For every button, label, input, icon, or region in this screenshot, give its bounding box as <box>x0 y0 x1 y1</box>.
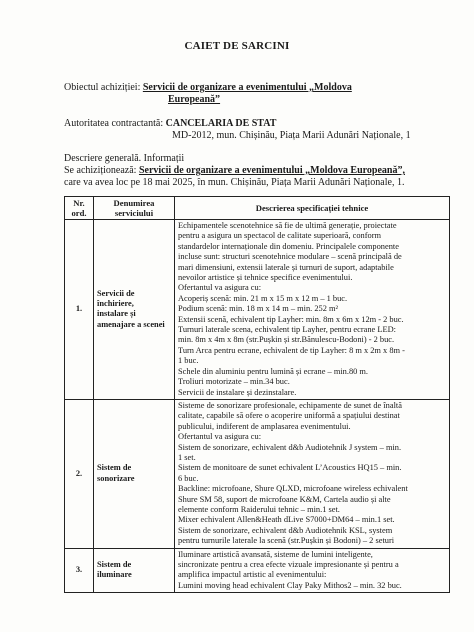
authority-address: MD-2012, mun. Chișinău, Piața Marii Adunări Naționale, 1 <box>172 130 411 141</box>
service-name: Servicii de închiriere, instalare și amenajare a scenei <box>94 220 175 400</box>
object-value-line1: Servicii de organizare a evenimentului „Moldova <box>142 82 352 93</box>
service-name: Sistem de iluminare <box>94 548 175 593</box>
table-header-row <box>65 197 450 220</box>
authority-label: Autoritatea contractantă: <box>64 118 164 129</box>
authority-name: CANCELARIA DE STAT <box>165 118 277 129</box>
row-number: 3. <box>65 548 94 593</box>
general-description-heading: Descriere generală. Informații <box>64 153 185 164</box>
object-label: Obiectul achiziției: <box>64 82 141 93</box>
row-number: 2. <box>65 399 94 548</box>
procurement-row <box>64 165 405 177</box>
service-specification: Iluminare artistică avansată, sisteme de lumini inteligente, sincronizate pentru a crea efecte vizuale impresionante și pentru a amplifica impactul artistic al evenimentului: Lumini moving head echivalent Clay Paky Mithos2 – min. 32 buc. <box>175 548 450 593</box>
service-name: Sistem de sonorizare <box>94 399 175 548</box>
col-header-specs: Descrierea specificației tehnice <box>175 197 450 220</box>
object-value-line2: Europeană” <box>168 94 221 105</box>
procurement-value: Servicii de organizare a evenimentului „Moldova Europeană”, <box>138 165 405 176</box>
table-row <box>65 399 450 548</box>
document-title: CAIET DE SARCINI <box>184 40 290 52</box>
table-row <box>65 220 450 400</box>
procurement-label: Se achiziționează: <box>64 165 137 176</box>
col-header-nr: Nr. ord. <box>65 197 94 220</box>
service-specification: Sisteme de sonorizare profesionale, echipamente de sunet de înaltă calitate, capabile să ofere o acoperire uniformă a spațiului destinat publicului, indiferent de amplasarea evenimentului. Ofertantul va asigura cu: Sistem de sonorizare, echivalent d&b Audiotehnik J system – min. 1 set. Sistem de monitoare de sunet echivalent L’Acoustics HQ15 – min. 6 buc. Backline: microfoane, Shure QLXD, microfoane wireless echivalent Shure SM 58, suport de microfoane K&M, Cartela audio și alte elemente conform Raiderului tehnic – min.1 set. Mixer echivalent Allen&Heath dLive S7000+DM64 – min.1 set. Sistem de sonorizare, echivalent d&b Audiotehnik KSL, system pentru turnurile laterale la scenă (str.Pușkin și Bodoni) – 2 seturi <box>175 399 450 548</box>
object-row <box>64 82 352 94</box>
authority-row <box>64 118 276 130</box>
object-value-line2-row <box>168 94 220 106</box>
row-number: 1. <box>65 220 94 400</box>
service-specification: Echipamentele scenotehnice să fie de ultimă generație, proiectate pentru a asigura un spectacol de calitate superioară, conform standardelor internaționale din domeniu. Principalele componente incluse sunt: structuri scenotehnice modulare – scenă principală de mari dimensiuni, extensii laterale și turnuri de suport, adaptabile nevoilor artistice și tehnice specifice evenimentului. Ofertantul va asigura cu: Acoperiș scenă: min. 21 m x 15 m x 12 m – 1 buc. Podium scenă: min. 18 m x 14 m – min. 252 m² Extensii scenă, echivalent tip Layher: min. 8m x 6m x 12m - 2 buc. Turnuri laterale scena, echivalent tip Layher, pentru ecrane LED: min. 8m x 4m x 8m (str.Pușkin și str.Bănulescu-Bodoni) - 2 buc. Turn Arca pentru ecrane, echivalent de tip Layher: 8 m x 2m x 8m - 1 buc. Schele din aluminiu pentru lumină și ecrane – min.80 m. Troliuri motorizate – min.34 buc. Servicii de instalare și dezinstalare. <box>175 220 450 400</box>
table-row <box>65 548 450 593</box>
specifications-table <box>64 196 450 593</box>
col-header-service: Denumirea serviciului <box>94 197 175 220</box>
event-date-line: care va avea loc pe 18 mai 2025, în mun. Chișinău, Piața Marii Adunări Naționale, 1. <box>64 177 405 188</box>
